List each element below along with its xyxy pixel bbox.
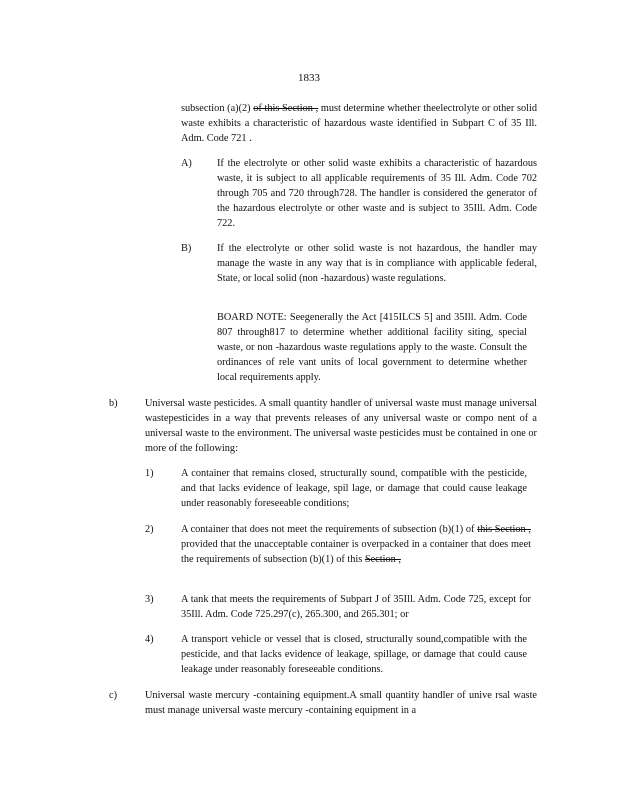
- b1-label: 1): [145, 468, 154, 479]
- b2-struck-text-2: Section ,: [364, 554, 401, 565]
- item-b-label: B): [181, 243, 192, 254]
- b3-label: 3): [145, 594, 154, 605]
- b3-text: A tank that meets the requirements of Subpart J of 35Ill. Adm. Code 725, except for 35Ill. Adm. Code 725.297(c), 265.300, and 265.301; or: [181, 594, 531, 620]
- b2-text-2: provided that the unacceptable container is overpacked in a container that does meet the requirements of subsection (b)(1) of this: [181, 539, 531, 565]
- page-number: 1833: [298, 72, 320, 84]
- section-c-text: Universal waste mercury -containing equipment.A small quantity handler of unive rsal waste must manage universal waste mercury -containing equipment in a: [145, 690, 537, 716]
- item-a-text: If the electrolyte or other solid waste exhibits a characteristic of hazardous waste, it is subject to all applicable requirements of 35 Ill. Adm. Code 702 through 705 and 720 through728. The handler is considered the generator of the hazardous electrolyte or other waste and is subject to 35Ill. Adm. Code 722.: [217, 158, 537, 229]
- b2-text: [181, 522, 531, 567]
- b2-label: 2): [145, 524, 154, 535]
- b4-text: A transport vehicle or vessel that is closed, structurally sound,compatible with the pesticide, and that lacks evidence of leakage, spillage, or damage that could cause leakage under reasonably foreseeable conditions.: [181, 634, 527, 675]
- intro-text-2: must determine whether theelectrolyte or other solid waste exhibits a characteristic of hazardous waste identified in Subpart C of 35 Ill. Adm. Code 721 .: [181, 103, 537, 144]
- intro-struck-text: of this Section ,: [253, 103, 319, 114]
- section-c-label: c): [109, 690, 117, 701]
- b2-struck-text-1: this Section ,: [477, 524, 531, 535]
- board-note: BOARD NOTE: Seegenerally the Act [415ILCS 5] and 35Ill. Adm. Code 807 through817 to determine whether additional facility siting, special waste, or non -hazardous waste regulations apply to the waste. Consult the ordinances of rele vant units of local government to determine whether local requirements apply.: [217, 312, 527, 383]
- intro-text-1: subsection (a)(2): [181, 103, 254, 114]
- b1-text: A container that remains closed, structurally sound, compatible with the pesticide, and that lacks evidence of leakage, spil lage, or damage that could cause leakage under reasonably foreseeable conditions;: [181, 468, 527, 509]
- b4-label: 4): [145, 634, 154, 645]
- section-b-label: b): [109, 398, 118, 409]
- item-b-text: If the electrolyte or other solid waste is not hazardous, the handler may manage the waste in any way that is in compliance with applicable federal, State, or local solid (non -hazardous) waste regulations.: [217, 243, 537, 284]
- section-b-text: Universal waste pesticides. A small quantity handler of universal waste must manage universal wastepesticides in a way that prevents releases of any universal waste or compo nent of a universal waste to the environment. The universal waste pesticides must be contained in one or more of the following:: [145, 398, 537, 454]
- item-a-label: A): [181, 158, 192, 169]
- b2-text-1: A container that does not meet the requirements of subsection (b)(1) of: [181, 524, 478, 535]
- intro-paragraph: [181, 101, 537, 146]
